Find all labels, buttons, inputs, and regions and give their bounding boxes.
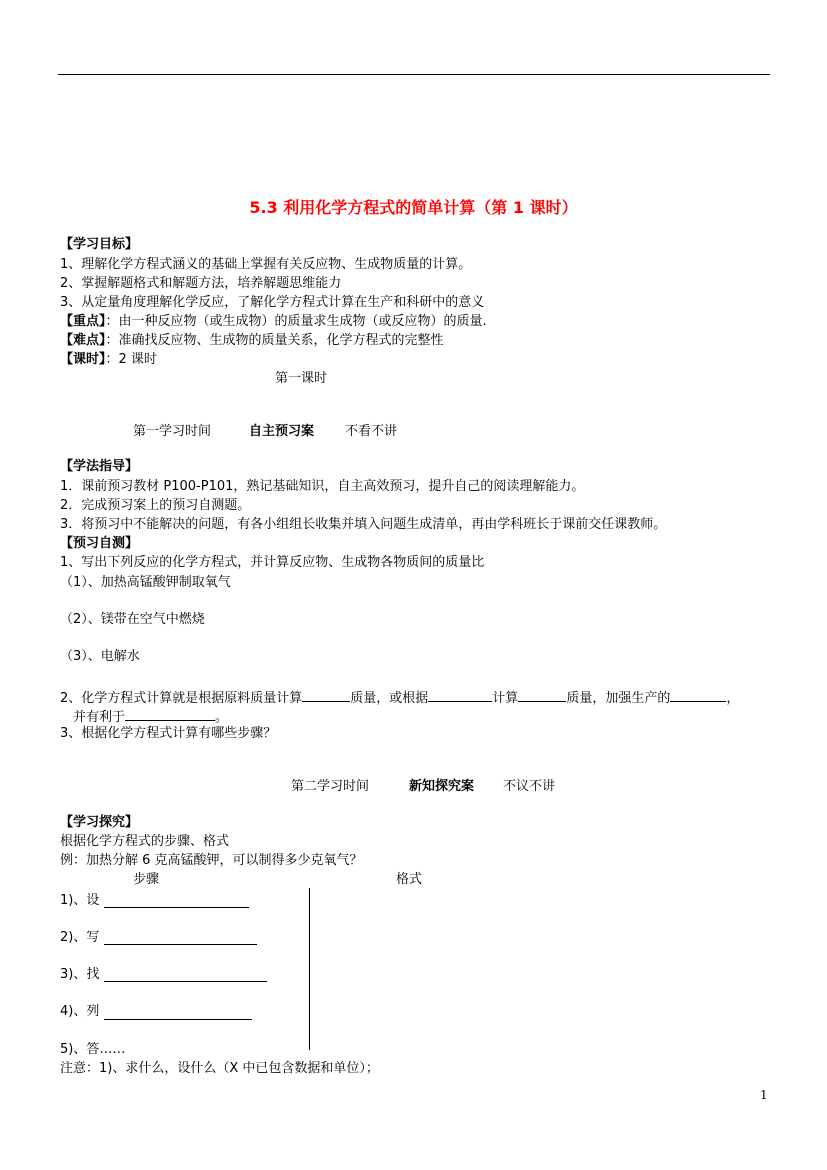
step-blank-line[interactable] [104, 1019, 252, 1020]
q2-text: 质量，或根据 [350, 691, 429, 706]
study1-time: 第一学习时间 [133, 424, 212, 439]
q2-text: 并有利于 [73, 710, 126, 725]
selftest-q3: 3、根据化学方程式计算有哪些步骤？ [60, 726, 277, 741]
difficulty-label: 【难点】 [60, 333, 106, 348]
step-item: 2)、写 [60, 930, 100, 945]
fill-blank[interactable] [428, 688, 492, 702]
selftest-q1-item: （2）、镁带在空气中燃烧 [60, 612, 205, 627]
period-text: ：2 课时 [105, 352, 157, 367]
goal-item: 3、从定量角度理解化学反应，了解化学方程式计算在生产和科研中的意义 [60, 295, 485, 310]
study2-time: 第二学习时间 [291, 779, 370, 794]
lesson-label: 第一课时 [275, 371, 328, 386]
step-item: 3)、找 [60, 967, 100, 982]
explore-note: 注意：1)、求什么，设什么（X 中已包含数据和单位）； [60, 1061, 379, 1076]
q2-text: ， [726, 691, 740, 706]
goals-heading: 【学习目标】 [60, 237, 139, 252]
step-blank-line[interactable] [104, 981, 267, 982]
study1-rule: 不看不讲 [345, 424, 398, 439]
fill-blank[interactable] [518, 688, 566, 702]
step-blank-line[interactable] [104, 944, 257, 945]
explore-heading: 【学习探究】 [60, 815, 139, 830]
difficulty-point [60, 333, 444, 349]
fill-blank[interactable] [670, 688, 726, 702]
q2-text: 2、化学方程式计算就是根据原料质量计算 [60, 691, 303, 706]
method-item: 2．完成预习案上的预习自测题。 [60, 498, 251, 513]
period-label: 【课时】 [60, 352, 106, 367]
fill-blank[interactable] [125, 707, 215, 721]
step-item: 4)、列 [60, 1004, 100, 1019]
selftest-heading: 【预习自测】 [60, 536, 139, 551]
q2-text: 。 [215, 710, 229, 725]
page-title: 5.3 利用化学方程式的简单计算（第 1 课时） [249, 198, 578, 217]
step-item: 5)、答…… [60, 1042, 126, 1057]
method-heading: 【学法指导】 [60, 459, 139, 474]
fill-blank[interactable] [302, 688, 350, 702]
key-point [60, 314, 487, 330]
difficulty-text: ：准确找反应物、生成物的质量关系，化学方程式的完整性 [105, 333, 444, 348]
step-item: 1)、设 [60, 893, 100, 908]
step-blank-line[interactable] [104, 907, 249, 908]
goal-item: 1、理解化学方程式涵义的基础上掌握有关反应物、生成物质量的计算。 [60, 257, 472, 272]
key-label: 【重点】 [60, 314, 106, 329]
study1-name: 自主预习案 [249, 424, 315, 439]
col-format-label: 格式 [396, 872, 423, 887]
selftest-q1-item: （3）、电解水 [60, 649, 140, 664]
study2-rule: 不议不讲 [503, 779, 556, 794]
header-rule [58, 74, 770, 75]
selftest-q2-cont [73, 707, 228, 726]
explore-line: 根据化学方程式的步骤、格式 [60, 834, 230, 849]
explore-example: 例：加热分解 6 克高锰酸钾，可以制得多少克氧气？ [60, 853, 363, 868]
study2-name: 新知探究案 [409, 779, 475, 794]
selftest-q2 [60, 688, 739, 707]
method-item: 3．将预习中不能解决的问题，有各小组组长收集并填入问题生成清单，再由学科班长于课前交任课教师。 [60, 517, 667, 532]
period-info [60, 352, 157, 368]
selftest-q1: 1、写出下列反应的化学方程式，并计算反应物、生成物各物质间的质量比 [60, 555, 485, 570]
goal-item: 2、掌握解题格式和解题方法，培养解题思维能力 [60, 276, 342, 291]
selftest-q1-item: （1）、加热高锰酸钾制取氧气 [60, 575, 231, 590]
col-steps-label: 步骤 [133, 872, 160, 887]
key-text: ：由一种反应物（或生成物）的质量求生成物（或反应物）的质量. [105, 314, 487, 329]
column-divider [309, 888, 310, 1050]
q2-text: 质量，加强生产的 [566, 691, 671, 706]
page-number: 1 [760, 1088, 768, 1102]
q2-text: 计算 [492, 691, 519, 706]
method-item: 1．课前预习教材 P100-P101，熟记基础知识，自主高效预习，提升自己的阅读理解能力。 [60, 479, 585, 494]
